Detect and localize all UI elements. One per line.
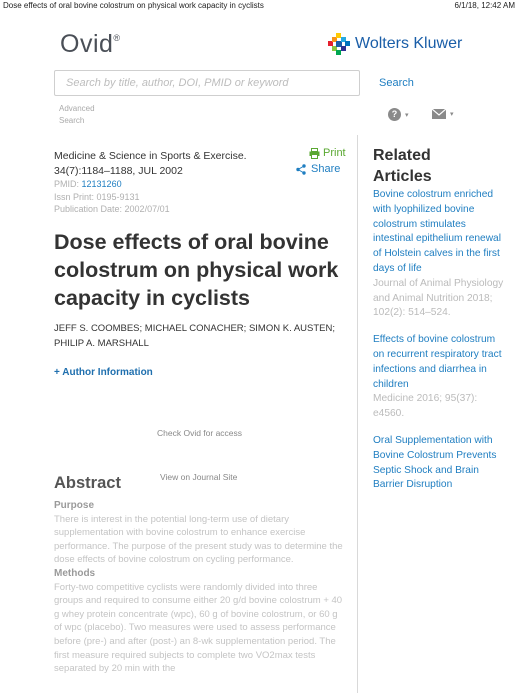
print-datetime: 6/1/18, 12:42 AM <box>454 1 515 10</box>
related-article-item <box>373 188 505 321</box>
article-title: Dose effects of oral bovine colostrum on physical work capacity in cyclists <box>54 230 339 310</box>
abstract-body <box>54 499 346 676</box>
print-doc-title: Dose effects of oral bovine colostrum on physical work capacity in cyclists <box>3 1 264 10</box>
publication-date: Publication Date: 2002/07/01 <box>54 204 170 214</box>
purpose-heading: Purpose <box>54 500 95 511</box>
abstract-heading: Abstract <box>54 474 121 492</box>
email-menu-button[interactable] <box>432 109 454 119</box>
pmid-line <box>54 178 170 191</box>
article-meta <box>54 178 170 216</box>
related-article-item <box>373 333 505 422</box>
pmid-label: PMID: <box>54 179 80 189</box>
question-circle-icon: ? <box>388 108 401 121</box>
advanced-search-link[interactable]: Advanced Search <box>59 104 95 125</box>
search-button[interactable]: Search <box>379 77 414 89</box>
column-divider <box>357 135 358 693</box>
related-article-link[interactable]: Oral Supplementation with Bovine Colostrum Prevents Septic Shock and Brain Barrier Disruption <box>373 434 497 491</box>
help-menu-button[interactable] <box>388 108 409 121</box>
methods-text: Forty-two competitive cyclists were randomly divided into three groups and required to consume either 20 g/d bovine colostrum + 40 g whey protein concentrate (wpc), 60 g of bovine colostrum, or 60 g of wpc (placebo). Two measures were used to assess performance before (pre-) and after (post-) an 8-wk supplementation period. The first measure required subjects to complete two VO2max tests separated by 20 min with the <box>54 581 343 675</box>
issn-line: Issn Print: 0195-9131 <box>54 191 140 202</box>
ovid-reg-mark: ® <box>113 33 121 43</box>
related-articles-list <box>373 188 505 505</box>
ovid-logo[interactable] <box>60 30 121 59</box>
print-header <box>0 0 518 12</box>
print-label: Print <box>323 147 346 159</box>
related-article-link[interactable]: Bovine colostrum enriched with lyophilized bovine colostrum stimulates intestinal epithelium renewal of Holstein calves in the first days of life <box>373 189 501 274</box>
share-label: Share <box>311 163 341 175</box>
envelope-icon <box>432 109 446 119</box>
author-information-toggle[interactable]: + Author Information <box>54 367 153 378</box>
purpose-text: There is interest in the potential long-term use of dietary supplementation with bovine colostrum to enhance exercise performance. The purpose of the present study was to determine the dose effects of bovine colostrum on cycling performance. <box>54 513 343 566</box>
journal-citation: Medicine & Science in Sports & Exercise. 34(7):1184–1188, JUL 2002 <box>54 150 247 177</box>
methods-heading: Methods <box>54 567 96 579</box>
related-article-link[interactable]: Effects of bovine colostrum on recurrent respiratory tract infections and diarrhea in children <box>373 334 502 390</box>
related-articles-heading: Related Articles <box>373 147 432 185</box>
article-authors: JEFF S. COOMBES; MICHAEL CONACHER; SIMON K. AUSTEN; PHILIP A. MARSHALL <box>54 323 335 349</box>
related-article-item <box>373 434 505 493</box>
check-ovid-access-link[interactable]: Check Ovid for access <box>157 428 243 438</box>
related-article-source: Journal of Animal Physiology and Animal Nutrition 2018; 102(2): 514–524. <box>373 277 504 319</box>
wolters-kluwer-logo[interactable] <box>328 32 462 56</box>
chevron-down-icon: ▾ <box>405 111 409 119</box>
chevron-down-icon: ▾ <box>450 111 454 118</box>
share-button[interactable] <box>296 163 340 175</box>
search-input[interactable] <box>54 70 360 96</box>
related-article-source: Medicine 2016; 95(37): e4560. <box>373 393 478 420</box>
pmid-link[interactable]: 12131260 <box>81 179 122 189</box>
print-button[interactable] <box>309 147 346 159</box>
wolters-kluwer-mark-icon <box>328 33 350 55</box>
view-on-journal-site-link[interactable]: View on Journal Site <box>160 472 238 482</box>
ovid-logo-text: Ovid <box>60 30 114 58</box>
wolters-kluwer-text: Wolters Kluwer <box>355 35 463 52</box>
printer-icon <box>309 148 320 159</box>
share-icon <box>296 164 306 175</box>
